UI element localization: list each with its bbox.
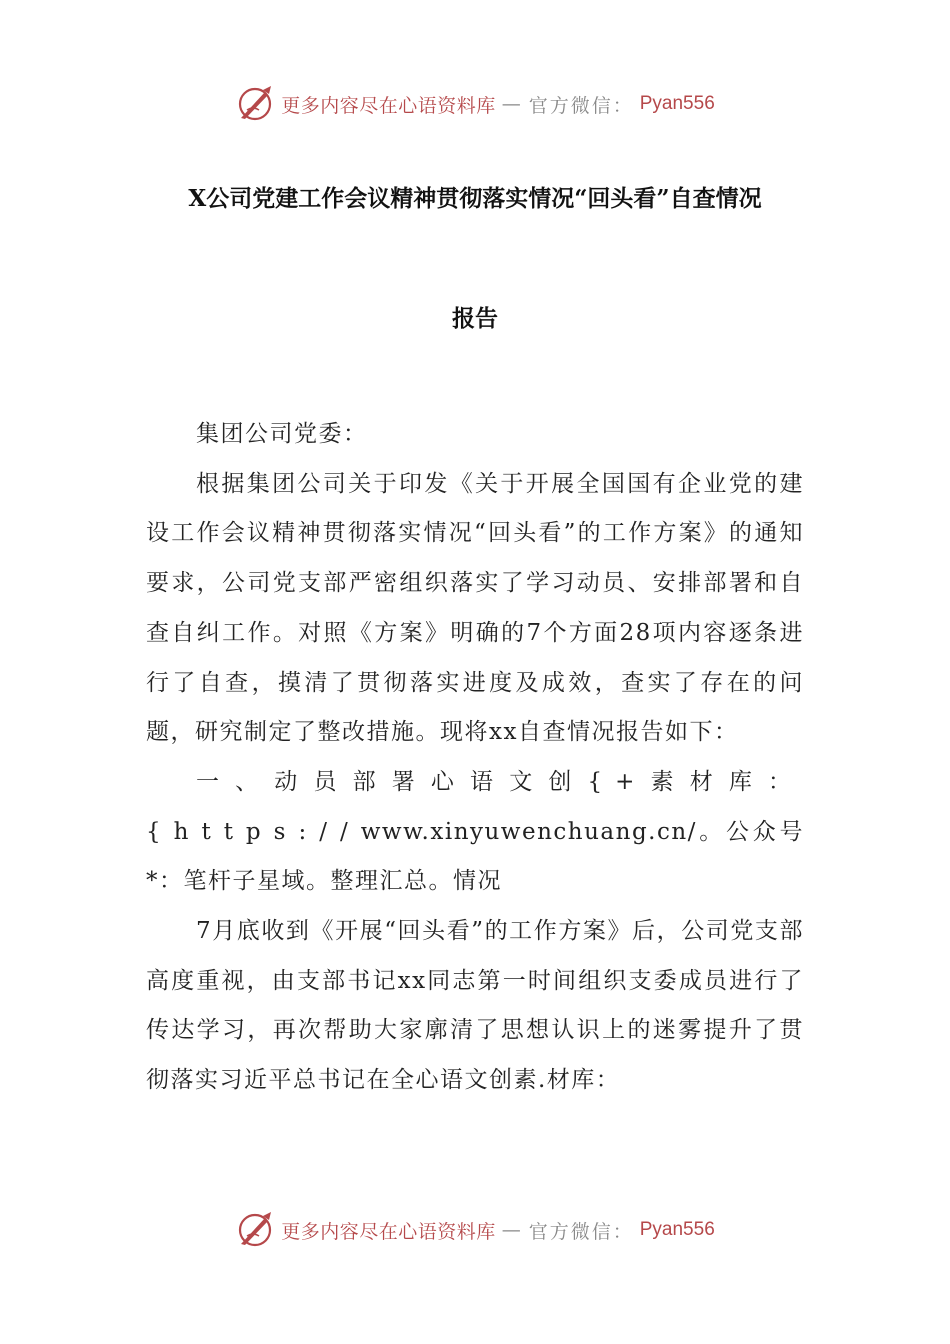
document-title-line1: X公司党建工作会议精神贯彻落实情况“回头看”自查情况 [188, 185, 762, 212]
watermark-separator: — [501, 93, 523, 115]
quill-pen-logo-icon [235, 84, 275, 124]
watermark-row-bottom [235, 1210, 715, 1250]
header-watermark-banner [0, 82, 950, 126]
section-heading [146, 758, 804, 907]
salutation: 集团公司党委： [196, 421, 368, 447]
watermark-row [235, 84, 715, 124]
watermark-wechat-label-bottom: 官方微信： [528, 1220, 634, 1243]
document-title-line2: 报告 [452, 305, 498, 332]
section-heading-part2: www.xinyuwenchuang.cn/。公众号*：笔杆子星域。整理汇总。情况 [146, 818, 804, 895]
watermark-separator-bottom: — [501, 1219, 523, 1241]
watermark-site-text: 更多内容尽在心语资料库 [281, 94, 496, 117]
section-heading-part1: 一、动员部署心语文创{+素材库：{https:// [146, 768, 804, 845]
paragraph-section1: 7月底收到《开展“回头看”的工作方案》后，公司党支部高度重视，由支部书记xx同志第一时间组织支委成员进行了传达学习，再次帮助大家廓清了思想认识上的迷雾提升了贯彻落实习近平总书记在全心语文创素.材库： [146, 918, 804, 1094]
quill-pen-logo-icon [235, 1210, 275, 1250]
paragraph-intro: 根据集团公司关于印发《关于开展全国国有企业党的建设工作会议精神贯彻落实情况“回头看”的工作方案》的通知要求，公司党支部严密组织落实了学习动员、安排部署和自查自纠工作。对照《方案》明确的7个方面28项内容逐条进行了自查，摸清了贯彻落实进度及成效，查实了存在的问题，研究制定了整改措施。现将xx自查情况报告如下： [146, 470, 804, 746]
watermark-account-id-bottom: Pyan556 [639, 1219, 715, 1240]
watermark-account-id: Pyan556 [639, 93, 715, 114]
watermark-site-text-bottom: 更多内容尽在心语资料库 [281, 1220, 496, 1243]
footer-watermark-banner [0, 1208, 950, 1252]
watermark-wechat-label: 官方微信： [528, 94, 634, 117]
document-body [146, 410, 804, 1106]
